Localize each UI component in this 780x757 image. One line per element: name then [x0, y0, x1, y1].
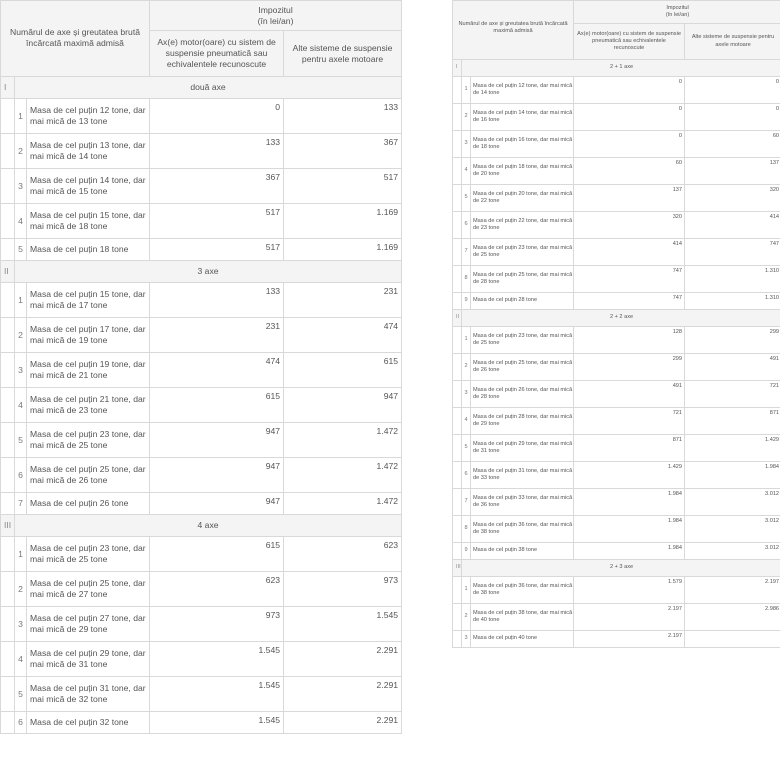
- row-spacer: [453, 462, 462, 489]
- table-row: [453, 631, 780, 648]
- value-other: 517: [284, 169, 402, 204]
- table-row: [1, 712, 402, 734]
- row-spacer: [453, 631, 462, 648]
- row-description: Masa de cel puțin 18 tone: [27, 239, 150, 261]
- table-row: [453, 462, 780, 489]
- value-pneumatic: 299: [574, 354, 685, 381]
- value-other: 2.291: [284, 712, 402, 734]
- value-other: 721: [685, 381, 780, 408]
- row-spacer: [1, 537, 15, 572]
- row-description: Masa de cel puțin 23 tone, dar mai mică de 25 tone: [27, 423, 150, 458]
- section-title: 2 + 2 axe: [462, 310, 780, 327]
- value-other: 2.197: [685, 577, 780, 604]
- value-other: 133: [284, 99, 402, 134]
- value-other: 947: [284, 388, 402, 423]
- table-row: [453, 327, 780, 354]
- row-description: Masa de cel puțin 32 tone: [27, 712, 150, 734]
- table-row: [453, 185, 780, 212]
- row-number: 8: [462, 516, 471, 543]
- value-pneumatic: 474: [150, 353, 284, 388]
- value-other: 137: [685, 158, 780, 185]
- value-other: 1.310: [685, 293, 780, 310]
- value-other: 1.472: [284, 423, 402, 458]
- row-description: Masa de cel puțin 16 tone, dar mai mică de 18 tone: [471, 131, 574, 158]
- value-other: 367: [284, 134, 402, 169]
- value-pneumatic: 1.579: [574, 577, 685, 604]
- value-pneumatic: 615: [150, 388, 284, 423]
- table-row: [1, 423, 402, 458]
- row-number: 9: [462, 543, 471, 560]
- table-row: [1, 353, 402, 388]
- header-impozit: Impozitul (în lei/an): [150, 1, 402, 31]
- value-other: 3.012: [685, 489, 780, 516]
- row-description: Masa de cel puțin 21 tone, dar mai mică de 23 tone: [27, 388, 150, 423]
- row-description: Masa de cel puțin 29 tone, dar mai mică de 31 tone: [471, 435, 574, 462]
- table-row: [453, 408, 780, 435]
- value-other: 299: [685, 327, 780, 354]
- row-number: 3: [15, 169, 27, 204]
- value-other: 747: [685, 239, 780, 266]
- value-other: 491: [685, 354, 780, 381]
- table-row: [453, 489, 780, 516]
- row-spacer: [453, 239, 462, 266]
- value-pneumatic: 615: [150, 537, 284, 572]
- value-other: 2.291: [284, 677, 402, 712]
- row-description: Masa de cel puțin 15 tone, dar mai mică de 17 tone: [27, 283, 150, 318]
- value-other: 1.169: [284, 239, 402, 261]
- row-description: Masa de cel puțin 31 tone, dar mai mică de 32 tone: [27, 677, 150, 712]
- row-description: Masa de cel puțin 26 tone, dar mai mică de 28 tone: [471, 381, 574, 408]
- table-row: [1, 318, 402, 353]
- header-axles-weight: Numărul de axe și greutatea brută încărcată maximă admisă: [453, 1, 574, 60]
- row-description: Masa de cel puțin 23 tone, dar mai mică de 25 tone: [471, 327, 574, 354]
- table-row: [453, 516, 780, 543]
- value-pneumatic: 1.545: [150, 642, 284, 677]
- value-pneumatic: 137: [574, 185, 685, 212]
- value-other: 0: [685, 77, 780, 104]
- value-other: 615: [284, 353, 402, 388]
- section-roman: III: [453, 560, 462, 577]
- row-spacer: [1, 572, 15, 607]
- value-pneumatic: 623: [150, 572, 284, 607]
- value-pneumatic: 871: [574, 435, 685, 462]
- value-pneumatic: 60: [574, 158, 685, 185]
- row-description: Masa de cel puțin 20 tone, dar mai mică de 22 tone: [471, 185, 574, 212]
- value-pneumatic: 414: [574, 239, 685, 266]
- row-spacer: [1, 169, 15, 204]
- row-spacer: [1, 99, 15, 134]
- row-spacer: [453, 354, 462, 381]
- value-pneumatic: 1.984: [574, 489, 685, 516]
- row-spacer: [1, 353, 15, 388]
- row-spacer: [1, 318, 15, 353]
- row-number: 2: [462, 604, 471, 631]
- row-description: Masa de cel puțin 15 tone, dar mai mică de 18 tone: [27, 204, 150, 239]
- row-spacer: [453, 104, 462, 131]
- row-number: 8: [462, 266, 471, 293]
- table-row: [453, 131, 780, 158]
- row-spacer: [453, 577, 462, 604]
- header-pneumatic-suspension: Ax(e) motor(oare) cu sistem de suspensie pneumatică sau echivalentele recunoscute: [574, 24, 685, 60]
- row-number: 6: [462, 462, 471, 489]
- value-pneumatic: 0: [574, 104, 685, 131]
- value-pneumatic: 1.545: [150, 677, 284, 712]
- value-other: 1.472: [284, 458, 402, 493]
- row-number: 4: [15, 642, 27, 677]
- value-other: 1.984: [685, 462, 780, 489]
- value-pneumatic: 1.984: [574, 516, 685, 543]
- header-pneumatic-suspension: Ax(e) motor(oare) cu sistem de suspensie pneumatică sau echivalentele recunoscute: [150, 31, 284, 77]
- row-spacer: [453, 604, 462, 631]
- row-description: Masa de cel puțin 13 tone, dar mai mică de 14 tone: [27, 134, 150, 169]
- row-number: 5: [462, 435, 471, 462]
- value-pneumatic: 231: [150, 318, 284, 353]
- section-row: [1, 515, 402, 537]
- section-roman: II: [453, 310, 462, 327]
- row-description: Masa de cel puțin 33 tone, dar mai mică de 36 tone: [471, 489, 574, 516]
- value-pneumatic: 2.197: [574, 604, 685, 631]
- table-row: [453, 577, 780, 604]
- row-spacer: [453, 327, 462, 354]
- row-spacer: [1, 677, 15, 712]
- value-pneumatic: 747: [574, 266, 685, 293]
- row-number: 1: [462, 77, 471, 104]
- value-pneumatic: 0: [574, 131, 685, 158]
- value-other: [685, 631, 780, 648]
- row-number: 6: [15, 712, 27, 734]
- row-number: 3: [15, 353, 27, 388]
- table-row: [1, 607, 402, 642]
- value-pneumatic: 367: [150, 169, 284, 204]
- section-title: 2 + 1 axe: [462, 60, 780, 77]
- row-description: Masa de cel puțin 36 tone, dar mai mică de 38 tone: [471, 516, 574, 543]
- table-row: [453, 293, 780, 310]
- value-other: 1.472: [284, 493, 402, 515]
- row-spacer: [1, 134, 15, 169]
- table-row: [1, 169, 402, 204]
- table-row: [1, 493, 402, 515]
- row-spacer: [1, 712, 15, 734]
- row-description: Masa de cel puțin 40 tone: [471, 631, 574, 648]
- table-row: [1, 283, 402, 318]
- row-description: Masa de cel puțin 19 tone, dar mai mică de 21 tone: [27, 353, 150, 388]
- value-other: 60: [685, 131, 780, 158]
- row-spacer: [453, 131, 462, 158]
- row-spacer: [1, 388, 15, 423]
- row-number: 2: [462, 354, 471, 381]
- row-description: Masa de cel puțin 23 tone, dar mai mică de 25 tone: [471, 239, 574, 266]
- row-number: 1: [15, 283, 27, 318]
- table-row: [453, 604, 780, 631]
- value-other: 3.012: [685, 543, 780, 560]
- section-roman: III: [1, 515, 15, 537]
- row-number: 4: [462, 408, 471, 435]
- row-number: 7: [15, 493, 27, 515]
- row-number: 2: [462, 104, 471, 131]
- row-spacer: [453, 435, 462, 462]
- row-description: Masa de cel puțin 12 tone, dar mai mică de 14 tone: [471, 77, 574, 104]
- row-spacer: [453, 516, 462, 543]
- table-row: [1, 239, 402, 261]
- value-pneumatic: 721: [574, 408, 685, 435]
- table-row: [453, 239, 780, 266]
- value-pneumatic: 320: [574, 212, 685, 239]
- row-number: 7: [462, 239, 471, 266]
- section-row: [453, 60, 780, 77]
- row-number: 4: [462, 158, 471, 185]
- row-description: Masa de cel puțin 23 tone, dar mai mică de 25 tone: [27, 537, 150, 572]
- value-pneumatic: 1.984: [574, 543, 685, 560]
- value-other: 0: [685, 104, 780, 131]
- section-row: [1, 261, 402, 283]
- header-axles-weight: Numărul de axe și greutatea brută încărcată maximă admisă: [1, 1, 150, 77]
- row-spacer: [453, 158, 462, 185]
- table-row: [1, 99, 402, 134]
- row-spacer: [453, 489, 462, 516]
- value-pneumatic: 947: [150, 423, 284, 458]
- value-pneumatic: 1.429: [574, 462, 685, 489]
- header-impozit: Impozitul (în lei/an): [574, 1, 780, 24]
- row-spacer: [1, 458, 15, 493]
- row-description: Masa de cel puțin 25 tone, dar mai mică de 26 tone: [471, 354, 574, 381]
- value-pneumatic: 128: [574, 327, 685, 354]
- value-pneumatic: 947: [150, 458, 284, 493]
- row-spacer: [1, 607, 15, 642]
- row-description: Masa de cel puțin 25 tone, dar mai mică de 26 tone: [27, 458, 150, 493]
- row-number: 1: [462, 327, 471, 354]
- value-pneumatic: 747: [574, 293, 685, 310]
- row-description: Masa de cel puțin 17 tone, dar mai mică de 19 tone: [27, 318, 150, 353]
- row-number: 2: [15, 572, 27, 607]
- value-pneumatic: 2.197: [574, 631, 685, 648]
- value-other: 623: [284, 537, 402, 572]
- row-spacer: [453, 408, 462, 435]
- value-pneumatic: 133: [150, 134, 284, 169]
- row-number: 7: [462, 489, 471, 516]
- tax-table-left: [0, 0, 402, 734]
- header-other-suspension: Alte sisteme de suspensie pentru axele motoare: [284, 31, 402, 77]
- row-description: Masa de cel puțin 28 tone: [471, 293, 574, 310]
- row-description: Masa de cel puțin 29 tone, dar mai mică de 31 tone: [27, 642, 150, 677]
- value-pneumatic: 517: [150, 239, 284, 261]
- table-row: [453, 212, 780, 239]
- row-number: 1: [15, 537, 27, 572]
- tax-table-right: [452, 0, 780, 648]
- row-description: Masa de cel puțin 38 tone: [471, 543, 574, 560]
- value-other: 1.429: [685, 435, 780, 462]
- row-spacer: [453, 293, 462, 310]
- row-number: 2: [15, 134, 27, 169]
- value-pneumatic: 517: [150, 204, 284, 239]
- table-row: [453, 435, 780, 462]
- table-row: [1, 642, 402, 677]
- value-other: 2.986: [685, 604, 780, 631]
- value-other: 1.169: [284, 204, 402, 239]
- value-other: 1.545: [284, 607, 402, 642]
- value-other: 320: [685, 185, 780, 212]
- row-spacer: [1, 423, 15, 458]
- row-description: Masa de cel puțin 38 tone, dar mai mică de 40 tone: [471, 604, 574, 631]
- row-number: 5: [15, 239, 27, 261]
- value-other: 1.310: [685, 266, 780, 293]
- table-row: [1, 134, 402, 169]
- table-row: [453, 266, 780, 293]
- row-number: 2: [15, 318, 27, 353]
- value-pneumatic: 973: [150, 607, 284, 642]
- table-row: [453, 104, 780, 131]
- row-description: Masa de cel puțin 25 tone, dar mai mică de 27 tone: [27, 572, 150, 607]
- row-description: Masa de cel puțin 14 tone, dar mai mică de 15 tone: [27, 169, 150, 204]
- row-spacer: [453, 266, 462, 293]
- section-roman: II: [1, 261, 15, 283]
- table-row: [453, 381, 780, 408]
- table-row: [1, 388, 402, 423]
- row-number: 5: [462, 185, 471, 212]
- row-number: 3: [462, 381, 471, 408]
- value-pneumatic: 0: [150, 99, 284, 134]
- section-row: [453, 310, 780, 327]
- section-title: 4 axe: [15, 515, 402, 537]
- table-row: [453, 543, 780, 560]
- table-row: [1, 204, 402, 239]
- row-number: 6: [15, 458, 27, 493]
- row-number: 1: [462, 577, 471, 604]
- value-other: 871: [685, 408, 780, 435]
- row-spacer: [1, 239, 15, 261]
- row-spacer: [1, 642, 15, 677]
- value-pneumatic: 491: [574, 381, 685, 408]
- section-title: 3 axe: [15, 261, 402, 283]
- section-row: [453, 560, 780, 577]
- row-number: 3: [462, 631, 471, 648]
- value-other: 2.291: [284, 642, 402, 677]
- table-row: [453, 354, 780, 381]
- table-row: [453, 77, 780, 104]
- row-description: Masa de cel puțin 31 tone, dar mai mică de 33 tone: [471, 462, 574, 489]
- row-spacer: [1, 493, 15, 515]
- row-spacer: [453, 543, 462, 560]
- value-other: 3.012: [685, 516, 780, 543]
- value-other: 474: [284, 318, 402, 353]
- table-row: [1, 572, 402, 607]
- row-number: 1: [15, 99, 27, 134]
- table-row: [1, 677, 402, 712]
- value-other: 414: [685, 212, 780, 239]
- row-spacer: [453, 381, 462, 408]
- value-pneumatic: 133: [150, 283, 284, 318]
- value-pneumatic: 1.545: [150, 712, 284, 734]
- row-spacer: [453, 77, 462, 104]
- value-other: 973: [284, 572, 402, 607]
- value-pneumatic: 0: [574, 77, 685, 104]
- row-spacer: [453, 212, 462, 239]
- header-other-suspension: Alte sisteme de suspensie pentru axele motoare: [685, 24, 780, 60]
- row-description: Masa de cel puțin 27 tone, dar mai mică de 29 tone: [27, 607, 150, 642]
- section-row: [1, 77, 402, 99]
- row-description: Masa de cel puțin 36 tone, dar mai mică de 38 tone: [471, 577, 574, 604]
- row-spacer: [1, 204, 15, 239]
- row-description: Masa de cel puțin 18 tone, dar mai mică de 20 tone: [471, 158, 574, 185]
- table-row: [1, 537, 402, 572]
- section-roman: I: [453, 60, 462, 77]
- row-description: Masa de cel puțin 12 tone, dar mai mică de 13 tone: [27, 99, 150, 134]
- row-description: Masa de cel puțin 26 tone: [27, 493, 150, 515]
- section-title: 2 + 3 axe: [462, 560, 780, 577]
- value-other: 231: [284, 283, 402, 318]
- row-description: Masa de cel puțin 28 tone, dar mai mică de 29 tone: [471, 408, 574, 435]
- row-number: 5: [15, 423, 27, 458]
- row-number: 5: [15, 677, 27, 712]
- row-spacer: [1, 283, 15, 318]
- row-description: Masa de cel puțin 22 tone, dar mai mică de 23 tone: [471, 212, 574, 239]
- value-pneumatic: 947: [150, 493, 284, 515]
- row-number: 4: [15, 204, 27, 239]
- row-description: Masa de cel puțin 25 tone, dar mai mică de 28 tone: [471, 266, 574, 293]
- row-number: 9: [462, 293, 471, 310]
- row-number: 6: [462, 212, 471, 239]
- table-row: [1, 458, 402, 493]
- row-spacer: [453, 185, 462, 212]
- row-description: Masa de cel puțin 14 tone, dar mai mică de 16 tone: [471, 104, 574, 131]
- section-title: două axe: [15, 77, 402, 99]
- row-number: 4: [15, 388, 27, 423]
- row-number: 3: [462, 131, 471, 158]
- row-number: 3: [15, 607, 27, 642]
- table-row: [453, 158, 780, 185]
- section-roman: I: [1, 77, 15, 99]
